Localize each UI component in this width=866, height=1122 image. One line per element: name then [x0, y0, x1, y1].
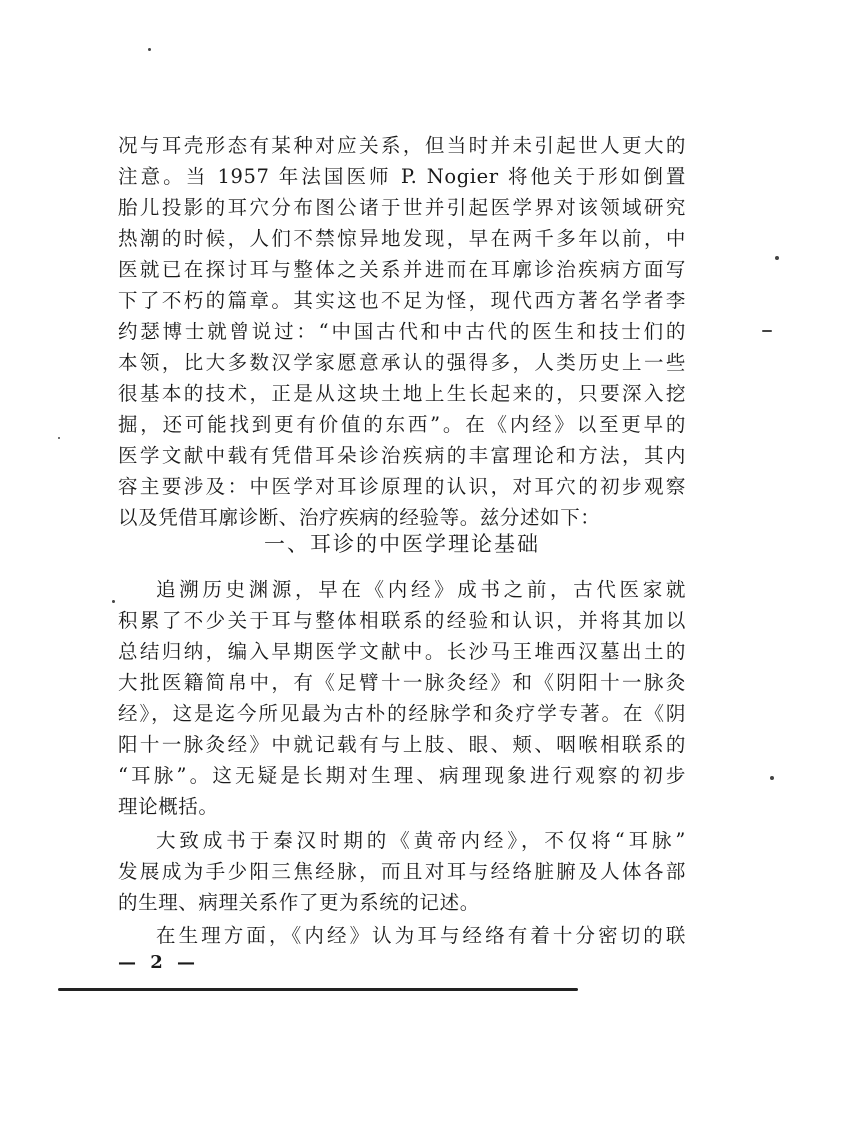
text-line: 本领，比大多数汉学家愿意承认的强得多，人类历史上一些: [118, 351, 686, 374]
scan-speck: [148, 48, 151, 51]
text-line: 追溯历史渊源，早在《内经》成书之前，古代医家就: [156, 578, 686, 601]
section-heading: 一、耳诊的中医学理论基础: [264, 532, 540, 556]
text-line: 大致成书于秦汉时期的《黄帝内经》，不仅将“耳脉”: [156, 829, 686, 852]
text-line: 很基本的技术，正是从这块土地上生长起来的，只要深入挖: [118, 382, 686, 405]
scan-speck: [775, 256, 779, 260]
scan-speck: [770, 776, 774, 780]
text-line: 注意。当 1957 年法国医师 P. Nogier 将他关于形如倒置: [118, 165, 686, 188]
text-line: 胎儿投影的耳穴分布图公诸于世并引起医学界对该领域研究: [118, 196, 686, 219]
text-line: 经》，这是迄今所见最为古朴的经脉学和灸疗学专著。在《阴: [118, 702, 686, 725]
text-line: 况与耳壳形态有某种对应关系，但当时并未引起世人更大的: [118, 134, 686, 157]
scan-rule-line: [58, 988, 578, 991]
text-line: 阳十一脉灸经》中就记载有与上肢、眼、颊、咽喉相联系的: [118, 733, 686, 756]
text-line: 的生理、病理关系作了更为系统的记述。: [118, 891, 480, 914]
scan-speck: [112, 600, 115, 603]
text-line: 总结归纳，编入早期医学文献中。长沙马王堆西汉墓出土的: [118, 640, 686, 663]
text-line: 掘，还可能找到更有价值的东西”。在《内经》以至更早的: [118, 413, 686, 436]
text-line: “耳脉”。这无疑是长期对生理、病理现象进行观察的初步: [118, 764, 686, 787]
text-line: 大批医籍简帛中，有《足臂十一脉灸经》和《阴阳十一脉灸: [118, 671, 686, 694]
text-line: 热潮的时候，人们不禁惊异地发现，早在两千多年以前，中: [118, 227, 686, 250]
text-line: 发展成为手少阳三焦经脉，而且对耳与经络脏腑及人体各部: [118, 860, 686, 883]
text-line: 以及凭借耳廓诊断、治疗疾病的经验等。兹分述如下：: [118, 506, 601, 529]
scan-speck: [58, 437, 60, 439]
page-number: — 2 —: [118, 952, 200, 973]
text-line: 医学文献中载有凭借耳朵诊治疾病的丰富理论和方法，其内: [118, 444, 686, 467]
text-line: 积累了不少关于耳与整体相联系的经验和认识，并将其加以: [118, 609, 686, 632]
text-line: 约瑟博士就曾说过：“中国古代和中古代的医生和技士们的: [118, 320, 686, 343]
text-line: 医就已在探讨耳与整体之关系并进而在耳廓诊治疾病方面写: [118, 258, 686, 281]
scan-speck: [762, 330, 772, 332]
text-line: 容主要涉及：中医学对耳诊原理的认识，对耳穴的初步观察: [118, 475, 686, 498]
text-line: 理论概括。: [118, 795, 219, 818]
text-line: 在生理方面，《内经》认为耳与经络有着十分密切的联: [156, 924, 686, 947]
text-line: 下了不朽的篇章。其实这也不足为怪，现代西方著名学者李: [118, 289, 686, 312]
